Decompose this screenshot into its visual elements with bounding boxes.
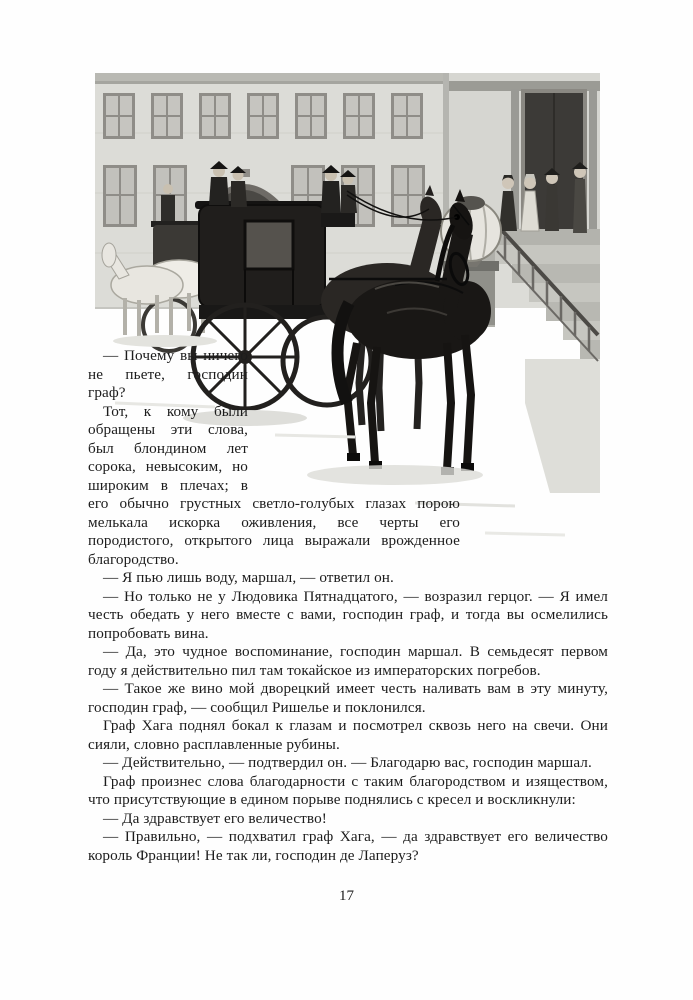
paragraph: — Действительно, — подтвердил он. — Благодарю вас, господин маршал. (103, 754, 592, 771)
paragraph: Граф произнес слова благодарности с таким благородством и изяществом, что присутствующие в едином порыве поднялись с кресел и воскликнули: (88, 772, 608, 808)
paragraph: — Да здравствует его величество! (103, 809, 327, 827)
paragraph: Тот, к кому были обращены эти слова, был блондином лет сорока, невысоким, но широким в плечах; в его обычно грустных светло-голубых глазах порою мелькала искорка оживления, все черты его породистого, открытого лица выражали врожденное благородство. (88, 402, 460, 568)
paragraph: — Правильно, — подхватил граф Хага, — да здравствует его величество король Франции! Не так ли, господин де Лаперуз? (88, 828, 608, 864)
paragraph: — Я пью лишь воду, маршал, — ответил он. (103, 569, 394, 586)
paragraph: — Но только не у Людовика Пятнадцатого, — возразил герцог. — Я имел честь обедать у него вместе с вами, господин граф, и тогда вы осмелились попробовать вина. (88, 587, 608, 642)
paragraph: — Такое же вино мой дворецкий имеет честь наливать вам в эту минуту, господин граф, — сообщил Ришелье и поклонился. (88, 680, 608, 716)
illustration-spacer-low (460, 477, 608, 571)
paragraph: Граф Хага поднял бокал к глазам и посмотрел сквозь него на свечи. Они сияли, словно расплавленные рубины. (88, 717, 608, 753)
text-block (88, 75, 608, 865)
paragraph: — Почему вы ничего не пьете, господин граф? (88, 347, 248, 401)
illustration-spacer-top (88, 75, 608, 347)
illustration-spacer-mid (248, 347, 608, 477)
paragraph: — Да, это чудное воспоминание, господин маршал. В семьдесят первом году я действительно пил там токайское из императорских погребов. (88, 643, 608, 679)
page-number: 17 (339, 888, 354, 904)
